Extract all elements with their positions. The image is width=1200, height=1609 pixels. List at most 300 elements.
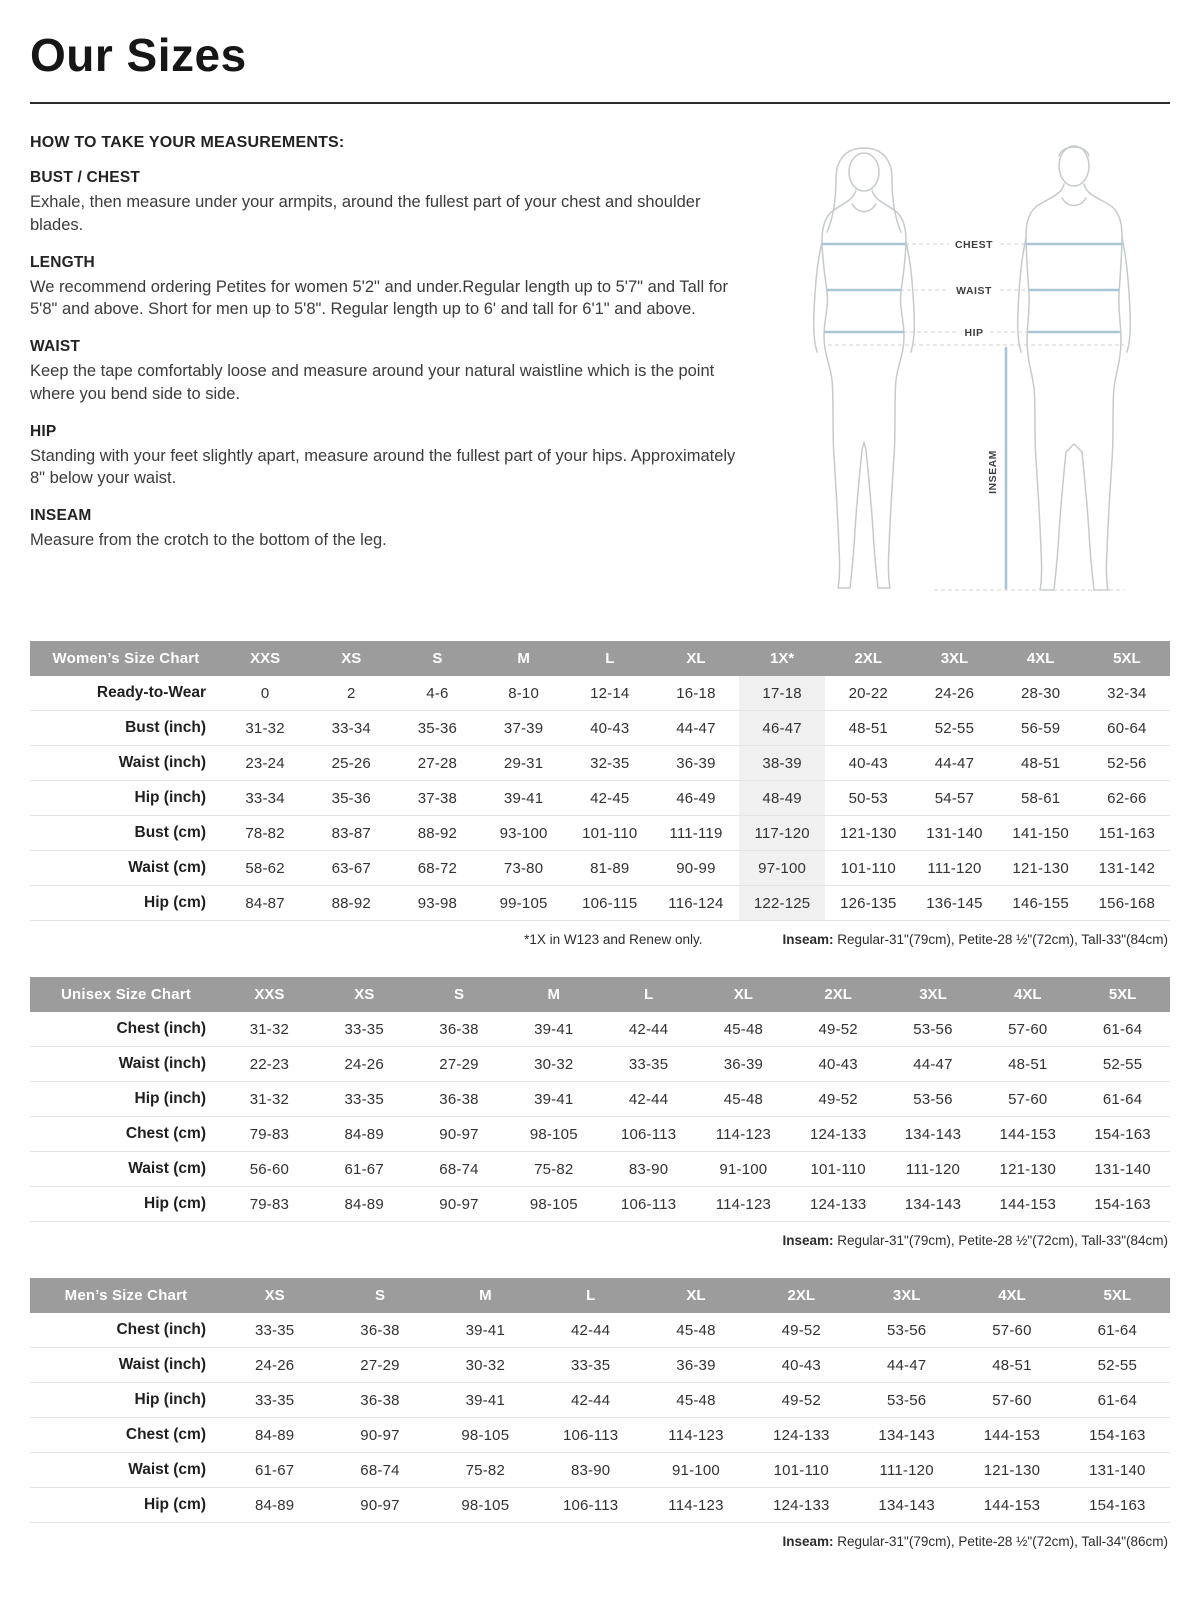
size-cell: 44-47 [676,719,716,737]
size-cell: 83-90 [570,1461,611,1479]
size-cell: 27-29 [360,1356,400,1374]
table-footnotes [30,1233,1168,1248]
size-cell: 124-133 [773,1496,830,1514]
table-title: Women’s Size Chart [30,641,222,676]
size-cell: 151-163 [1098,824,1156,842]
column-header: XS [317,977,412,1012]
size-cell: 114-123 [715,1125,772,1143]
size-cell: 84-89 [254,1426,295,1444]
size-cell: 131-140 [1094,1160,1151,1178]
size-cell: 154-163 [1094,1195,1151,1213]
row-label: Hip (inch) [134,1391,206,1408]
size-cell: 106-113 [620,1195,677,1213]
measurement-section-text: Standing with your feet slightly apart, measure around the fullest part of your hips. Approximately 8" below your waist. [30,446,736,488]
size-cell: 20-22 [848,684,888,702]
size-cell: 134-143 [904,1195,962,1213]
mens-size-chart [30,1278,1170,1549]
size-cell: 24-26 [254,1356,295,1374]
male-figure-outline [1018,146,1131,590]
size-cell: 8-10 [508,684,540,702]
size-cell: 52-55 [934,719,975,737]
size-cell: 62-66 [1107,789,1147,807]
table-row [30,1187,1170,1222]
hip-label: HIP [964,327,984,339]
size-cell: 45-48 [723,1020,764,1038]
measurement-section [30,169,752,237]
size-cell: 53-56 [913,1090,953,1108]
size-cell: 45-48 [676,1321,716,1339]
size-cell: 32-35 [590,754,630,772]
size-cell: 111-120 [905,1160,961,1178]
measurement-section [30,338,752,406]
womens-size-chart-table [30,641,1170,921]
size-cell: 33-35 [570,1356,611,1374]
table-row [30,1082,1170,1117]
table-row [30,1453,1170,1488]
size-cell: 52-55 [1097,1356,1137,1374]
size-cell: 61-64 [1102,1020,1143,1038]
measurements-section [30,134,1170,615]
measurement-sections [30,169,752,552]
size-cell: 101-110 [582,824,638,842]
size-cell: 35-36 [331,789,371,807]
size-cell: 32-34 [1107,684,1147,702]
size-cell: 44-47 [886,1356,927,1374]
column-header: 4XL [998,641,1084,676]
table-row [30,1488,1170,1523]
page-title: Our Sizes [30,29,247,81]
size-cell: 27-28 [417,754,458,772]
size-cell: 126-135 [840,894,897,912]
column-header: S [412,977,507,1012]
size-cell: 121-130 [983,1461,1041,1479]
table-row [30,1152,1170,1187]
size-cell: 30-32 [534,1055,574,1073]
size-cell: 68-74 [360,1461,400,1479]
size-cell: 134-143 [878,1496,935,1514]
size-cell: 79-83 [249,1125,290,1143]
column-header: L [538,1278,643,1313]
measurement-section [30,423,752,491]
size-cell: 116-124 [668,894,724,912]
size-cell: 60-64 [1107,719,1147,737]
column-header: M [506,977,601,1012]
size-cell: 39-41 [534,1090,574,1108]
size-cell: 45-48 [676,1391,716,1409]
size-cell: 36-38 [360,1321,400,1339]
size-cell: 83-90 [628,1160,669,1178]
row-label: Waist (cm) [128,859,206,876]
size-cell: 31-32 [249,1020,290,1038]
row-label: Chest (inch) [116,1321,206,1338]
size-cell: 40-43 [848,754,888,772]
unisex-size-chart-table [30,977,1170,1222]
size-cell: 53-56 [913,1020,953,1038]
size-cell: 58-62 [245,859,285,877]
size-cell: 124-133 [809,1125,867,1143]
measurement-section-heading: INSEAM [30,507,92,525]
mens-size-chart-table [30,1278,1170,1523]
size-cell: 101-110 [810,1160,866,1178]
size-cell: 57-60 [1008,1020,1048,1038]
size-cell: 114-123 [668,1426,724,1444]
size-cell: 33-34 [331,719,371,737]
column-header: L [567,641,653,676]
inseam-note-label: Inseam: [782,932,834,947]
row-label: Hip (cm) [144,894,206,911]
measurement-instructions [30,134,752,615]
size-cell: 57-60 [1008,1090,1048,1108]
inseam-label: INSEAM [987,450,999,494]
size-cell: 111-120 [927,859,982,877]
womens-size-chart [30,641,1170,947]
size-cell: 98-105 [529,1125,578,1143]
size-cell: 56-59 [1020,719,1061,737]
size-cell: 144-153 [999,1195,1056,1213]
size-cell: 33-35 [344,1090,384,1108]
size-cell: 154-163 [1094,1125,1151,1143]
size-cell: 49-52 [781,1321,821,1339]
size-cell: 88-92 [417,824,458,842]
size-cell: 37-38 [417,789,458,807]
size-cell: 79-83 [249,1195,290,1213]
size-cell: 61-67 [254,1461,295,1479]
measurement-section-text: Keep the tape comfortably loose and measure around your natural waistline which is the point where you bend side to side. [30,362,715,403]
size-cell: 83-87 [331,824,371,842]
size-cell: 61-64 [1102,1090,1143,1108]
inseam-note: Inseam: Regular-31"(79cm), Petite-28 ½"(72cm), Tall-33"(84cm) [782,1233,1168,1248]
size-cell: 124-133 [809,1195,867,1213]
size-cell: 93-98 [417,894,458,912]
size-cell: 134-143 [878,1426,935,1444]
size-cell: 0 [260,684,270,702]
table-row [30,746,1170,781]
row-label: Chest (cm) [125,1426,206,1443]
row-label: Chest (cm) [125,1125,206,1142]
size-cell: 33-34 [245,789,285,807]
tables-area [30,641,1170,1549]
size-cell: 73-80 [503,859,544,877]
inseam-note: Inseam: Regular-31"(79cm), Petite-28 ½"(72cm), Tall-33"(84cm) [782,932,1168,947]
column-header: 2XL [791,977,886,1012]
size-cell: 36-38 [360,1391,400,1409]
size-cell: 46-49 [676,789,716,807]
size-cell: 52-56 [1107,754,1147,772]
column-header: XXS [222,641,308,676]
size-cell: 81-89 [590,859,630,877]
table-row [30,851,1170,886]
size-cell: 154-163 [1089,1426,1146,1444]
size-cell: 91-100 [719,1160,768,1178]
table-row [30,1047,1170,1082]
size-cell: 48-49 [739,781,825,816]
row-label: Hip (inch) [134,1090,206,1107]
size-cell: 40-43 [590,719,630,737]
row-label: Chest (inch) [116,1020,206,1037]
size-cell: 121-130 [840,824,897,842]
size-cell: 42-45 [590,789,630,807]
table-footnotes [30,1534,1168,1549]
size-cell: 42-44 [570,1321,611,1339]
size-cell: 44-47 [934,754,975,772]
table-row [30,1012,1170,1047]
size-cell: 30-32 [465,1356,505,1374]
size-cell: 40-43 [818,1055,858,1073]
size-cell: 121-130 [999,1160,1056,1178]
size-cell: 146-155 [1012,894,1069,912]
measurement-section-heading: BUST / CHEST [30,169,141,186]
table-row [30,711,1170,746]
size-cell: 90-99 [676,859,716,877]
size-cell: 121-130 [1012,859,1069,877]
measurements-heading: HOW TO TAKE YOUR MEASUREMENTS: [30,134,345,151]
measurement-section-heading: WAIST [30,338,81,356]
size-cell: 144-153 [983,1426,1041,1444]
row-label: Ready-to-Wear [96,684,206,701]
column-header: 3XL [886,977,981,1012]
row-label: Waist (cm) [128,1461,206,1478]
column-header: L [601,977,696,1012]
size-cell: 114-123 [715,1195,772,1213]
size-cell: 144-153 [983,1496,1041,1514]
size-cell: 36-38 [439,1090,479,1108]
measurement-section-text: We recommend ordering Petites for women 5'2" and under.Regular length up to 5'7" and Tall for 5'8" and above. Short for men up to 5'8". Regular length up to 6' and tall for 6'1" and above. [30,277,728,319]
size-cell: 78-82 [245,824,285,842]
table-row [30,886,1170,921]
column-header: XS [222,1278,327,1313]
size-cell: 131-142 [1098,859,1156,877]
table-row [30,1117,1170,1152]
size-cell: 56-60 [249,1160,290,1178]
table-row [30,816,1170,851]
size-cell: 39-41 [503,789,544,807]
column-header: XL [696,977,791,1012]
size-cell: 48-51 [1020,754,1061,772]
size-cell: 156-168 [1098,894,1156,912]
size-cell: 131-140 [926,824,983,842]
column-header: 4XL [959,1278,1064,1313]
size-cell: 106-113 [562,1496,619,1514]
size-cell: 2 [346,684,356,702]
size-cell: 38-39 [739,746,825,781]
table-row [30,781,1170,816]
size-cell: 22-23 [249,1055,290,1073]
size-cell: 31-32 [249,1090,290,1108]
size-cell: 141-150 [1012,824,1069,842]
table-row [30,1383,1170,1418]
size-cell: 49-52 [818,1020,858,1038]
size-cell: 68-74 [439,1160,479,1178]
size-cell: 39-41 [465,1321,505,1339]
table-row [30,1418,1170,1453]
size-cell: 35-36 [417,719,458,737]
size-cell: 17-18 [739,676,825,711]
size-cell: 90-97 [439,1125,479,1143]
size-cell: 33-35 [254,1321,295,1339]
size-cell: 44-47 [913,1055,953,1073]
measurement-section-text: Exhale, then measure under your armpits, around the fullest part of your chest and shoulder blades. [30,193,701,234]
size-cell: 101-110 [773,1461,829,1479]
column-header: 5XL [1084,641,1170,676]
size-cell: 61-64 [1097,1391,1137,1409]
column-header: S [394,641,480,676]
size-cell: 49-52 [818,1090,858,1108]
size-cell: 90-97 [439,1195,479,1213]
size-cell: 84-87 [245,894,285,912]
female-figure-outline [814,148,915,588]
size-cell: 53-56 [886,1321,927,1339]
size-cell: 58-61 [1020,789,1061,807]
column-header: XXS [222,977,317,1012]
row-label: Hip (inch) [134,789,206,806]
table-row [30,1313,1170,1348]
table-row [30,1348,1170,1383]
column-header: 3XL [911,641,997,676]
row-label: Waist (inch) [118,1356,206,1373]
size-cell: 57-60 [992,1391,1032,1409]
column-header: M [433,1278,538,1313]
size-cell: 98-105 [529,1195,578,1213]
size-cell: 54-57 [934,789,975,807]
measurement-section [30,507,752,552]
table-title: Unisex Size Chart [30,977,222,1012]
column-header: 1X* [739,641,825,676]
size-cell: 52-55 [1102,1055,1143,1073]
size-cell: 12-14 [590,684,630,702]
size-cell: 136-145 [926,894,983,912]
size-cell: 106-113 [620,1125,677,1143]
column-header: 2XL [749,1278,854,1313]
inseam-note-label: Inseam: [782,1534,834,1549]
title-divider [30,102,1170,104]
size-cell: 33-35 [254,1391,295,1409]
size-cell: 90-97 [360,1426,400,1444]
column-header: XS [308,641,394,676]
size-cell: 88-92 [331,894,371,912]
size-cell: 97-100 [739,851,825,886]
size-cell: 46-47 [739,711,825,746]
size-cell: 99-105 [499,894,548,912]
size-cell: 33-35 [628,1055,669,1073]
size-cell: 61-67 [344,1160,384,1178]
size-cell: 91-100 [672,1461,720,1479]
size-cell: 84-89 [344,1195,384,1213]
size-cell: 106-113 [562,1426,619,1444]
size-cell: 40-43 [781,1356,821,1374]
size-cell: 42-44 [570,1391,611,1409]
size-cell: 50-53 [848,789,888,807]
inseam-note: Inseam: Regular-31"(79cm), Petite-28 ½"(72cm), Tall-34"(86cm) [782,1534,1168,1549]
size-cell: 39-41 [534,1020,574,1038]
column-header: 5XL [1065,1278,1170,1313]
size-cell: 23-24 [245,754,285,772]
size-cell: 63-67 [331,859,371,877]
size-cell: 98-105 [461,1496,510,1514]
size-cell: 57-60 [992,1321,1032,1339]
row-label: Waist (inch) [118,754,206,771]
size-cell: 36-38 [439,1020,479,1038]
column-header: 5XL [1075,977,1170,1012]
measurement-section-text: Measure from the crotch to the bottom of the leg. [30,531,387,550]
size-cell: 31-32 [245,719,285,737]
measurement-section-heading: HIP [30,422,57,440]
size-cell: 29-31 [503,754,544,772]
size-cell: 24-26 [344,1055,384,1073]
column-header: M [481,641,567,676]
size-cell: 24-26 [934,684,975,702]
size-cell: 84-89 [254,1496,295,1514]
measurement-section [30,254,752,322]
measurement-illustration [778,134,1170,615]
size-cell: 39-41 [465,1391,505,1409]
size-cell: 111-119 [669,824,723,842]
size-cell: 122-125 [739,886,825,921]
size-cell: 33-35 [344,1020,384,1038]
size-cell: 101-110 [840,859,896,877]
body-measurement-diagram [778,140,1170,610]
column-header: 4XL [980,977,1075,1012]
table-title: Men’s Size Chart [30,1278,222,1313]
unisex-size-chart [30,977,1170,1248]
size-cell: 98-105 [461,1426,510,1444]
size-cell: 36-39 [676,754,716,772]
size-cell: 75-82 [465,1461,505,1479]
row-label: Waist (cm) [128,1160,206,1177]
size-cell: 42-44 [628,1090,669,1108]
size-cell: 111-120 [879,1461,934,1479]
row-label: Hip (cm) [144,1496,206,1513]
column-header: XL [653,641,739,676]
size-cell: 131-140 [1089,1461,1146,1479]
size-cell: 154-163 [1089,1496,1146,1514]
size-cell: 117-120 [739,816,825,851]
size-cell: 28-30 [1020,684,1061,702]
column-header: XL [643,1278,748,1313]
size-cell: 36-39 [676,1356,716,1374]
size-cell: 42-44 [628,1020,669,1038]
size-cell: 37-39 [503,719,544,737]
size-cell: 48-51 [1008,1055,1048,1073]
size-cell: 48-51 [848,719,888,737]
size-cell: 144-153 [999,1125,1056,1143]
size-cell: 84-89 [344,1125,384,1143]
size-cell: 124-133 [773,1426,830,1444]
chest-label: CHEST [954,239,994,251]
measurement-section-heading: LENGTH [30,253,95,271]
table-footnotes [30,932,1168,947]
row-label: Bust (inch) [125,719,206,736]
size-cell: 25-26 [331,754,371,772]
size-cell: 27-29 [439,1055,479,1073]
waist-label: WAIST [956,285,992,297]
size-cell: 106-115 [582,894,638,912]
size-cell: 16-18 [676,684,716,702]
size-cell: 68-72 [417,859,458,877]
size-cell: 75-82 [534,1160,574,1178]
size-cell: 90-97 [360,1496,400,1514]
size-cell: 61-64 [1097,1321,1137,1339]
size-cell: 4-6 [426,684,449,702]
column-header: 3XL [854,1278,959,1313]
table-row [30,676,1170,711]
column-header: S [327,1278,432,1313]
size-cell: 48-51 [992,1356,1032,1374]
size-cell: 36-39 [723,1055,764,1073]
size-cell: 93-100 [499,824,548,842]
column-header: 2XL [825,641,911,676]
size-cell: 134-143 [904,1125,962,1143]
table-note: *1X in W123 and Renew only. [524,932,703,947]
